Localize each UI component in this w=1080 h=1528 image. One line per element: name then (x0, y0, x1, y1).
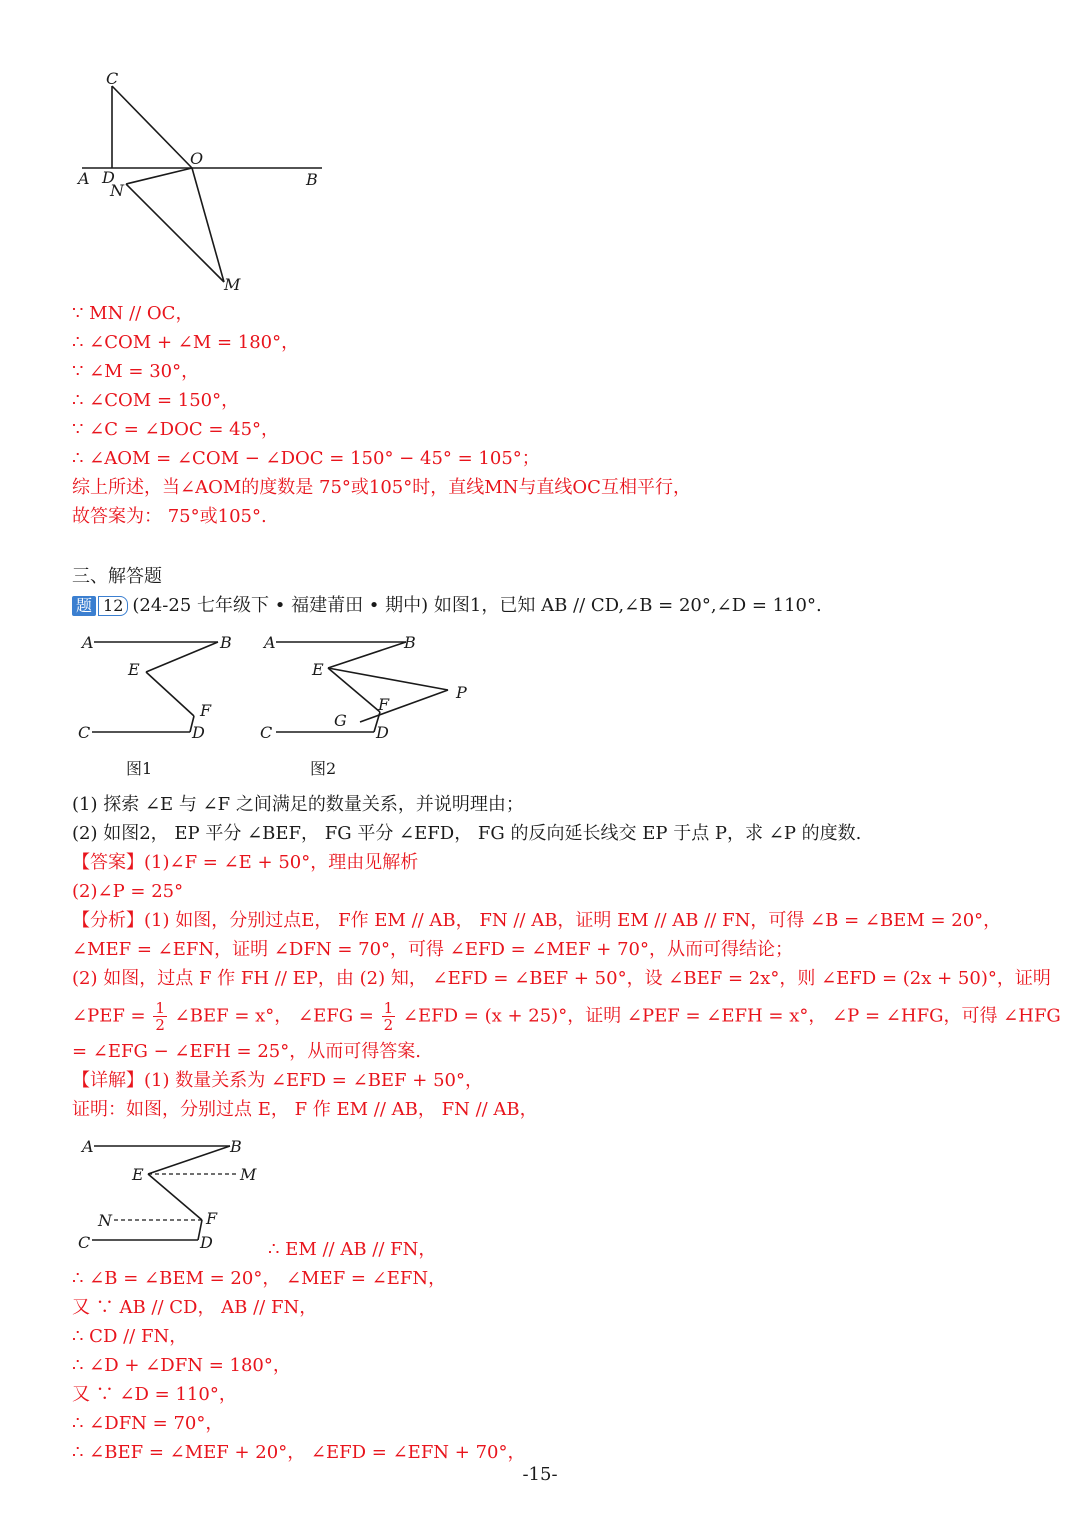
solution-line: ∵ ∠C = ∠DOC = 45°， (72, 419, 280, 440)
answer-text-1: (1)∠F = ∠E + 50°，理由见解析 (144, 852, 419, 873)
analysis-text-4b: ∠BEF = x°， ∠EFG = (174, 1005, 374, 1027)
detail-line-1 (72, 1069, 483, 1093)
solution-line: ∵ MN // OC， (72, 303, 194, 324)
analysis-text-4c: ∠EFD = (x + 25)°，证明 ∠PEF = ∠EFH = x°， ∠P = ∠HFG，可得 ∠HFG (402, 1005, 1061, 1027)
fig2-label-F: F (378, 695, 390, 714)
detail-label: 【详解】 (72, 1070, 144, 1091)
analysis-line-2: ∠MEF = ∠EFN，证明 ∠DFN = 70°，可得 ∠EFD = ∠MEF + 70°，从而可得结论； (72, 939, 793, 960)
solution-line: 综上所述，当∠AOM的度数是 75°或105°时，直线MN与直线OC互相平行， (72, 477, 691, 498)
label-A: A (78, 169, 90, 188)
fraction-half (153, 1000, 167, 1033)
label-D: D (102, 168, 115, 187)
solution-line: ∵ ∠M = 30°， (72, 361, 200, 382)
label-N: N (110, 181, 124, 200)
proof-line: 又 ∵ ∠D = 110°， (72, 1384, 237, 1405)
solution-line: ∴ ∠COM = 150°， (72, 390, 240, 411)
frac-den: 2 (155, 1016, 165, 1034)
analysis-text-1: (1) 如图，分别过点E， F作 EM // AB， FN // AB，证明 EM // AB // FN，可得 ∠B = ∠BEM = 20°， (144, 910, 1002, 931)
label-C: C (106, 69, 119, 88)
proof-line: ∴ ∠B = ∠BEM = 20°， ∠MEF = ∠EFN， (72, 1268, 447, 1289)
segment-ON (126, 168, 192, 184)
frac-den: 2 (383, 1016, 394, 1034)
analysis-line-5: = ∠EFG − ∠EFH = 25°，从而可得答案. (72, 1041, 421, 1062)
proof-line: ∴ EM // AB // FN， (268, 1239, 437, 1260)
proof-label-A: A (82, 1137, 94, 1156)
segment-NM (126, 184, 224, 282)
fig1-caption: 图1 (126, 759, 153, 778)
frac-num: 1 (155, 999, 165, 1017)
proof-line: ∴ ∠BEF = ∠MEF + 20°， ∠EFD = ∠EFN + 70°， (72, 1442, 526, 1463)
analysis-line-3: (2) 如图，过点 F 作 FH // EP，由 (2) 知， ∠EFD = ∠BEF + 50°，设 ∠BEF = 2x°，则 ∠EFD = (2x + 50)°，证明 (72, 968, 1051, 989)
answer-line-1 (72, 851, 418, 875)
analysis-label: 【分析】 (72, 910, 144, 931)
frac-num: 1 (383, 999, 394, 1017)
solution-line: 故答案为： 75°或105°. (72, 506, 267, 527)
fig1-label-F: F (200, 701, 212, 720)
fig2-label-E: E (312, 660, 324, 679)
question-source: (24-25 七年级下 • 福建莆田 • 期中) (132, 595, 429, 616)
analysis-line-4 (72, 1000, 1061, 1033)
proof-label-C: C (78, 1233, 91, 1252)
solution-line: ∴ ∠AOM = ∠COM − ∠DOC = 150° − 45° = 105°； (72, 448, 540, 469)
fig2-label-A: A (264, 633, 276, 652)
fig1-label-B: B (220, 633, 232, 652)
label-O: O (190, 149, 204, 168)
detail-line-2: 证明：如图，分别过点 E， F 作 EM // AB， FN // AB， (72, 1099, 538, 1120)
label-M: M (224, 275, 241, 294)
fig2-caption: 图2 (310, 759, 337, 778)
fig1-label-E: E (128, 660, 140, 679)
proof-line: ∴ ∠DFN = 70°， (72, 1413, 224, 1434)
detail-text-1: (1) 数量关系为 ∠EFD = ∠BEF + 50°， (144, 1070, 483, 1091)
section-heading: 三、解答题 (72, 566, 162, 587)
question-part-2: (2) 如图2， EP 平分 ∠BEF， FG 平分 ∠EFD， FG 的反向延长线交 EP 于点 P，求 ∠P 的度数. (72, 823, 862, 844)
answer-line-2: (2)∠P = 25° (72, 881, 184, 902)
answer-label: 【答案】 (72, 852, 144, 873)
fraction-half (382, 1000, 396, 1033)
proof-label-M: M (240, 1165, 257, 1184)
fig1-label-C: C (78, 723, 91, 742)
question-text: 如图1，已知 AB // CD,∠B = 20°,∠D = 110°. (433, 595, 822, 616)
question-part-1: (1) 探索 ∠E 与 ∠F 之间满足的数量关系，并说明理由； (72, 794, 524, 815)
question-number: 12 (98, 596, 128, 616)
question-badge: 题 (72, 596, 96, 616)
proof-line: ∴ ∠D + ∠DFN = 180°， (72, 1355, 291, 1376)
proof-label-B: B (230, 1137, 242, 1156)
fig1-label-A: A (82, 633, 94, 652)
proof-label-E: E (132, 1165, 144, 1184)
proof-label-F: F (206, 1209, 218, 1228)
analysis-line-1 (72, 909, 1001, 933)
proof-label-N: N (98, 1211, 112, 1230)
figure-top-geometry (72, 66, 332, 296)
fig1-label-D: D (192, 723, 205, 742)
figure-q12 (72, 626, 492, 782)
solution-line: ∴ ∠COM + ∠M = 180°， (72, 332, 300, 353)
proof-label-D: D (200, 1233, 213, 1252)
fig2-label-C: C (260, 723, 273, 742)
proof-line: 又 ∵ AB // CD， AB // FN， (72, 1297, 318, 1318)
fig2-label-P: P (456, 683, 467, 702)
proof-line: ∴ CD // FN， (72, 1326, 188, 1347)
fig2-label-D: D (376, 723, 389, 742)
fig2-label-G: G (334, 711, 347, 730)
question-stem (72, 594, 822, 618)
fig2-label-B: B (404, 633, 416, 652)
figure-q12-proof (72, 1130, 272, 1256)
segment-CO (112, 86, 192, 168)
label-B: B (306, 170, 318, 189)
page-number: -15- (522, 1464, 558, 1485)
analysis-text-4a: ∠PEF = (72, 1005, 146, 1027)
